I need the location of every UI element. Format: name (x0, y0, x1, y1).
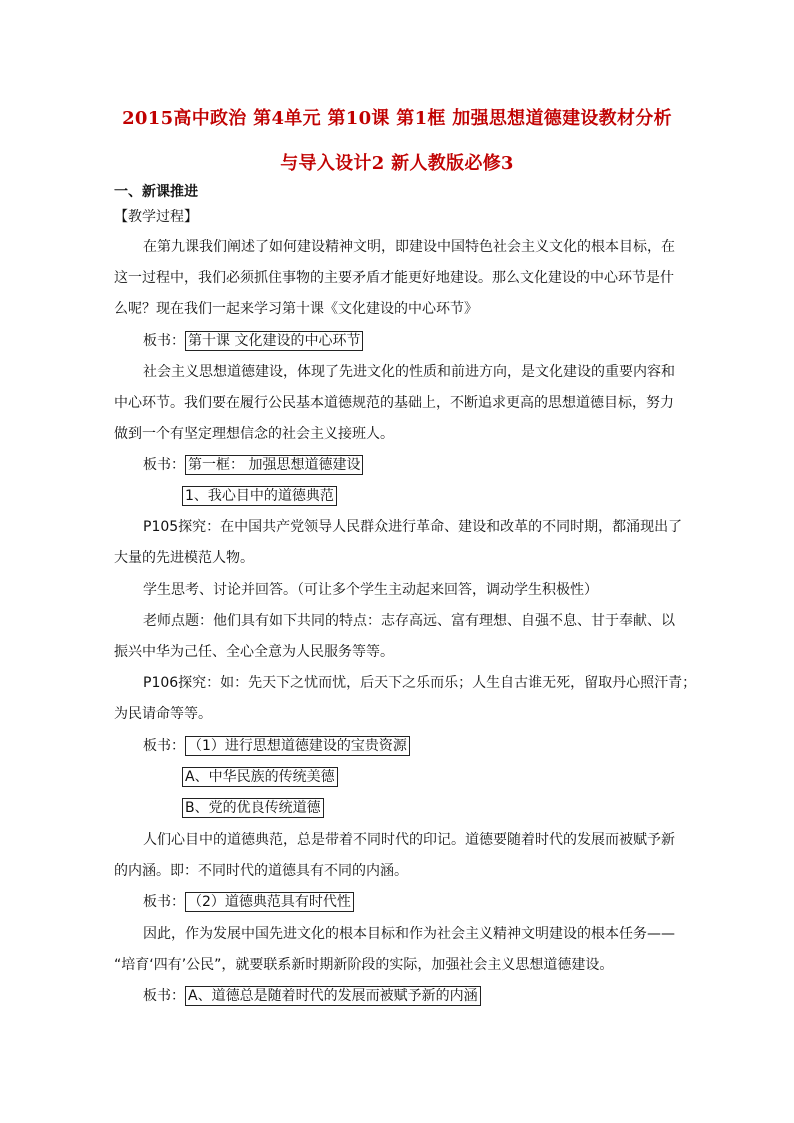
teaching-process-label: 【教学过程】 (114, 209, 198, 225)
board-note (143, 986, 481, 1006)
board-box-new-connotation: A、道德总是随着时代的发展而被赋予新的内涵 (185, 986, 481, 1006)
section-heading: 一、新课推进 (114, 184, 198, 200)
board-box-moral-model: 1、我心目中的道德典范 (182, 486, 337, 506)
paragraph-line: P105探究：在中国共产党领导人民群众进行革命、建设和改革的不同时期，都涌现出了 (143, 519, 683, 535)
board-note (143, 331, 363, 351)
paragraph-line: 为民请命等等。 (114, 706, 212, 722)
board-label: 板书： (143, 333, 185, 349)
paragraph-line: 的内涵。即：不同时代的道德具有不同的内涵。 (114, 863, 408, 879)
board-box-frame-one: 第一框： 加强思想道德建设 (185, 455, 363, 475)
board-box-traditional-virtues: A、中华民族的传统美德 (182, 767, 338, 787)
board-box-resources: （1）进行思想道德建设的宝贵资源 (185, 736, 410, 756)
paragraph-line: 社会主义思想道德建设，体现了先进文化的性质和前进方向，是文化建设的重要内容和 (143, 364, 675, 380)
board-note (143, 455, 363, 475)
paragraph-line: 中心环节。我们要在履行公民基本道德规范的基础上，不断追求更高的思想道德目标，努力 (114, 395, 674, 411)
board-label: 板书： (143, 894, 185, 910)
board-note (143, 892, 354, 912)
board-label: 板书： (143, 988, 185, 1004)
document-title-line1: 2015高中政治 第4单元 第10课 第1框 加强思想道德建设教材分析 (122, 108, 672, 129)
paragraph-line: 做到一个有坚定理想信念的社会主义接班人。 (114, 426, 394, 442)
board-box-era-character: （2）道德典范具有时代性 (185, 892, 354, 912)
board-label: 板书： (143, 738, 185, 754)
board-note (182, 486, 337, 506)
paragraph-line: 这一过程中，我们必须抓住事物的主要矛盾才能更好地建设。那么文化建设的中心环节是什 (114, 270, 674, 286)
paragraph-line: “培育‘四有’公民”，就要联系新时期新阶段的实际，加强社会主义思想道德建设。 (114, 957, 614, 973)
board-box-party-traditions: B、党的优良传统道德 (182, 798, 324, 818)
board-note (143, 736, 410, 756)
paragraph-line: 么呢？现在我们一起来学习第十课《文化建设的中心环节》 (114, 301, 478, 317)
document-title-line2: 与导入设计2 新人教版必修3 (280, 153, 514, 174)
board-note (182, 798, 324, 818)
paragraph-line: P106探究：如：先天下之忧而忧，后天下之乐而乐；人生自古谁无死，留取丹心照汗青； (143, 675, 697, 691)
paragraph-line: 老师点题：他们具有如下共同的特点：志存高远、富有理想、自强不息、甘于奉献、以 (143, 613, 675, 629)
board-label: 板书： (143, 457, 185, 473)
paragraph-line: 因此，作为发展中国先进文化的根本目标和作为社会主义精神文明建设的根本任务—— (143, 926, 675, 942)
paragraph-line: 在第九课我们阐述了如何建设精神文明，即建设中国特色社会主义文化的根本目标，在 (143, 239, 675, 255)
paragraph-line: 人们心目中的道德典范，总是带着不同时代的印记。道德要随着时代的发展而被赋予新 (143, 832, 675, 848)
paragraph-line: 大量的先进模范人物。 (114, 550, 254, 566)
board-box-lesson-ten: 第十课 文化建设的中心环节 (185, 331, 363, 351)
paragraph-line: 学生思考、讨论并回答。（可让多个学生主动起来回答，调动学生积极性） (143, 582, 598, 598)
paragraph-line: 振兴中华为己任、全心全意为人民服务等等。 (114, 644, 394, 660)
board-note (182, 767, 338, 787)
